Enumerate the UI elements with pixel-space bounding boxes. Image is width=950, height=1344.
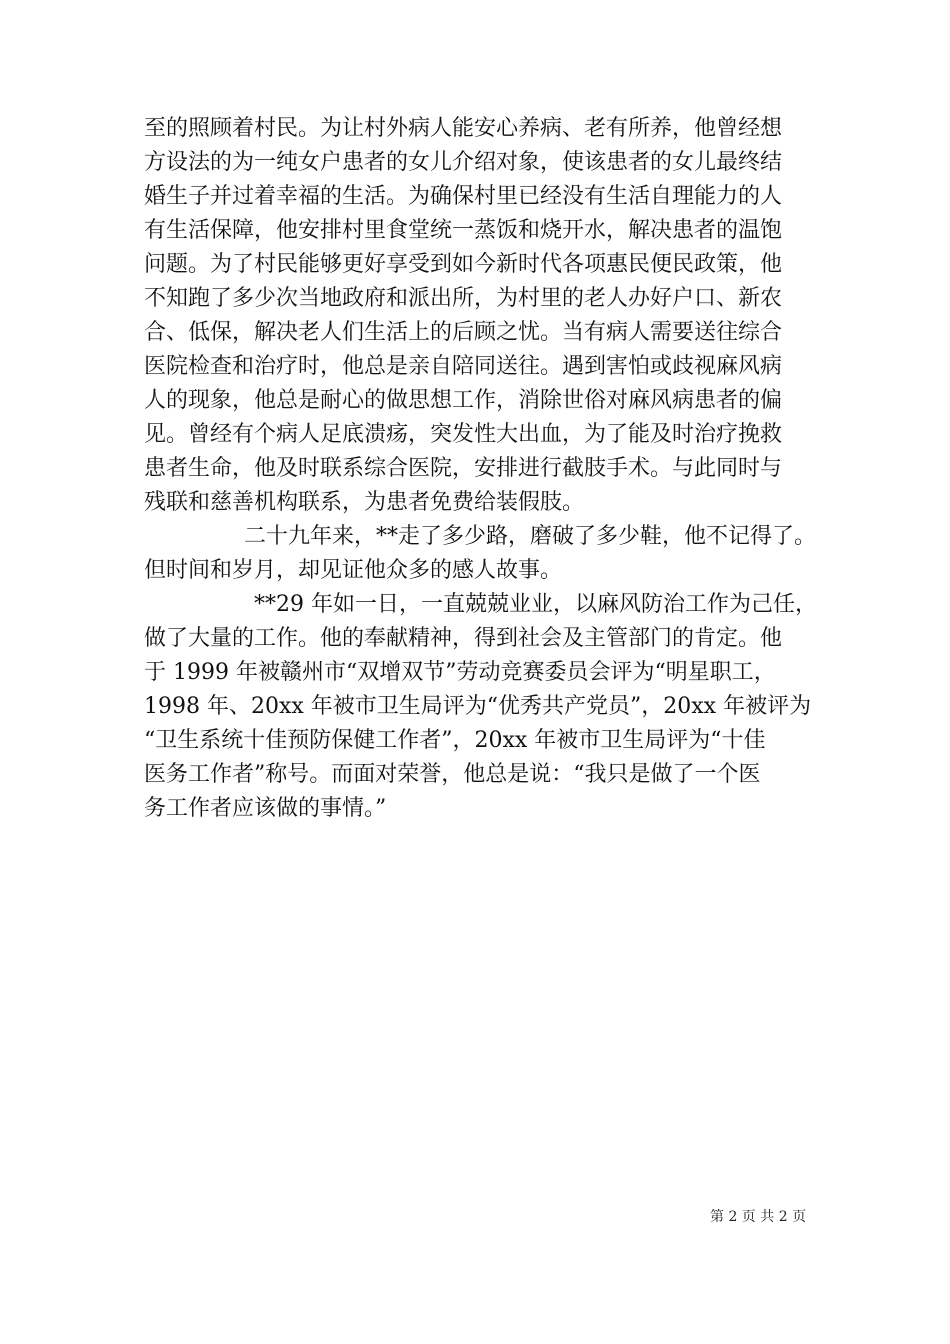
text-line: 不知跑了多少次当地政府和派出所，为村里的老人办好户口、新农 bbox=[144, 286, 783, 311]
text-line: 合、低保，解决老人们生活上的后顾之忧。当有病人需要送往综合 bbox=[144, 320, 783, 345]
text-line: 做了大量的工作。他的奉献精神，得到社会及主管部门的肯定。他 bbox=[144, 626, 783, 651]
text-line: 务工作者应该做的事情。” bbox=[144, 796, 387, 821]
text-line: 至的照顾着村民。为让村外病人能安心养病、老有所养，他曾经想 bbox=[144, 116, 783, 141]
paragraph-2 bbox=[144, 520, 824, 588]
text-line: 二十九年来，**走了多少路，磨破了多少鞋，他不记得了。 bbox=[244, 524, 817, 549]
text-line: “卫生系统十佳预防保健工作者”，20xx 年被市卫生局评为“十佳 bbox=[144, 728, 766, 753]
text-line: 见。曾经有个病人足底溃疡，突发性大出血，为了能及时治疗挽救 bbox=[144, 422, 783, 447]
text-line: 方设法的为一纯女户患者的女儿介绍对象，使该患者的女儿最终结 bbox=[144, 150, 783, 175]
text-line: 残联和慈善机构联系，为患者免费给装假肢。 bbox=[144, 490, 585, 515]
page-number-footer: 第 2 页 共 2 页 bbox=[710, 1209, 807, 1225]
text-line: 于 1999 年被赣州市“双增双节”劳动竞赛委员会评为“明星职工， bbox=[144, 660, 776, 685]
paragraph-3 bbox=[144, 588, 824, 826]
text-line: **29 年如一日，一直兢兢业业，以麻风防治工作为己任， bbox=[254, 592, 817, 617]
text-line: 人的现象，他总是耐心的做思想工作，消除世俗对麻风病患者的偏 bbox=[144, 388, 783, 413]
paragraph-1 bbox=[144, 112, 824, 520]
text-line: 但时间和岁月，却见证他众多的感人故事。 bbox=[144, 558, 563, 583]
document-body bbox=[144, 112, 824, 826]
text-line: 婚生子并过着幸福的生活。为确保村里已经没有生活自理能力的人 bbox=[144, 184, 783, 209]
text-line: 1998 年、20xx 年被市卫生局评为“优秀共产党员”，20xx 年被评为 bbox=[144, 694, 812, 719]
text-line: 问题。为了村民能够更好享受到如今新时代各项惠民便民政策，他 bbox=[144, 252, 783, 277]
text-line: 医务工作者”称号。而面对荣誉，他总是说：“我只是做了一个医 bbox=[144, 762, 761, 787]
text-line: 有生活保障，他安排村里食堂统一蒸饭和烧开水，解决患者的温饱 bbox=[144, 218, 783, 243]
text-line: 患者生命，他及时联系综合医院，安排进行截肢手术。与此同时与 bbox=[144, 456, 783, 481]
text-line: 医院检查和治疗时，他总是亲自陪同送往。遇到害怕或歧视麻风病 bbox=[144, 354, 783, 379]
